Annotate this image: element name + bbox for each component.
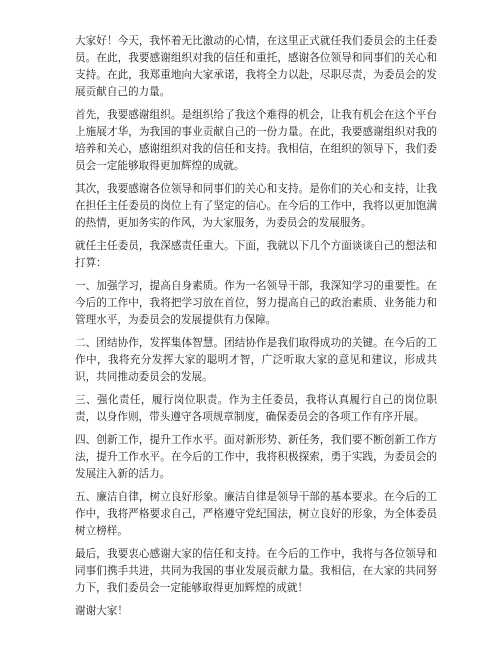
paragraph-point-4: 四、创新工作，提升工作水平。面对新形势、新任务，我们要不断创新工作方法，提升工作水平。在今后的工作中，我将积极探索，勇于实践，为委员会的发展注入新的活力。	[75, 434, 437, 480]
paragraph-point-5: 五、廉洁自律，树立良好形象。廉洁自律是领导干部的基本要求。在今后的工作中，我将严格要求自己，严格遵守党纪国法，树立良好的形象，为全体委员树立榜样。	[75, 491, 437, 537]
paragraph-responsibility: 就任主任委员，我深感责任重大。下面，我就以下几个方面谈谈自己的想法和打算：	[75, 240, 437, 269]
paragraph-point-3: 三、强化责任，履行岗位职责。作为主任委员，我将认真履行自己的岗位职责，以身作则，带头遵守各项规章制度，确保委员会的各项工作有序开展。	[75, 394, 437, 423]
paragraph-point-1: 一、加强学习，提高自身素质。作为一名领导干部，我深知学习的重要性。在今后的工作中，我将把学习放在首位，努力提高自己的政治素质、业务能力和管理水平，为委员会的发展提供有力保障。	[75, 280, 437, 326]
paragraph-thanks: 谢谢大家！	[75, 605, 128, 617]
paragraph-thank-organization: 首先，我要感谢组织。是组织给了我这个难得的机会，让我有机会在这个平台上施展才华，为我国的事业贡献自己的一份力量。在此，我要感谢组织对我的培养和关心，感谢组织对我的信任和支持。我相信，在组织的领导下，我们委员会一定能够取得更加辉煌的成就。	[75, 109, 437, 172]
paragraph-thank-colleagues: 其次，我要感谢各位领导和同事们的关心和支持。是你们的关心和支持，让我在担任主任委员的岗位上有了坚定的信心。在今后的工作中，我将以更加饱满的热情，更加务实的作风，为大家服务，为委员会的发展服务。	[75, 183, 437, 229]
document-body	[75, 33, 437, 626]
paragraph-point-2: 二、团结协作，发挥集体智慧。团结协作是我们取得成功的关键。在今后的工作中，我将充分发挥大家的聪明才智，广泛听取大家的意见和建议，形成共识，共同推动委员会的发展。	[75, 337, 437, 383]
paragraph-closing: 最后，我要衷心感谢大家的信任和支持。在今后的工作中，我将与各位领导和同事们携手共进，共同为我国的事业发展贡献力量。我相信，在大家的共同努力下，我们委员会一定能够取得更加辉煌的成就！	[75, 548, 437, 594]
paragraph-greeting: 大家好！今天，我怀着无比激动的心情，在这里正式就任我们委员会的主任委员。在此，我要感谢组织对我的信任和重托，感谢各位领导和同事们的关心和支持。在此，我郑重地向大家承诺，我将全力以赴，尽职尽责，为委员会的发展贡献自己的力量。	[75, 35, 437, 98]
